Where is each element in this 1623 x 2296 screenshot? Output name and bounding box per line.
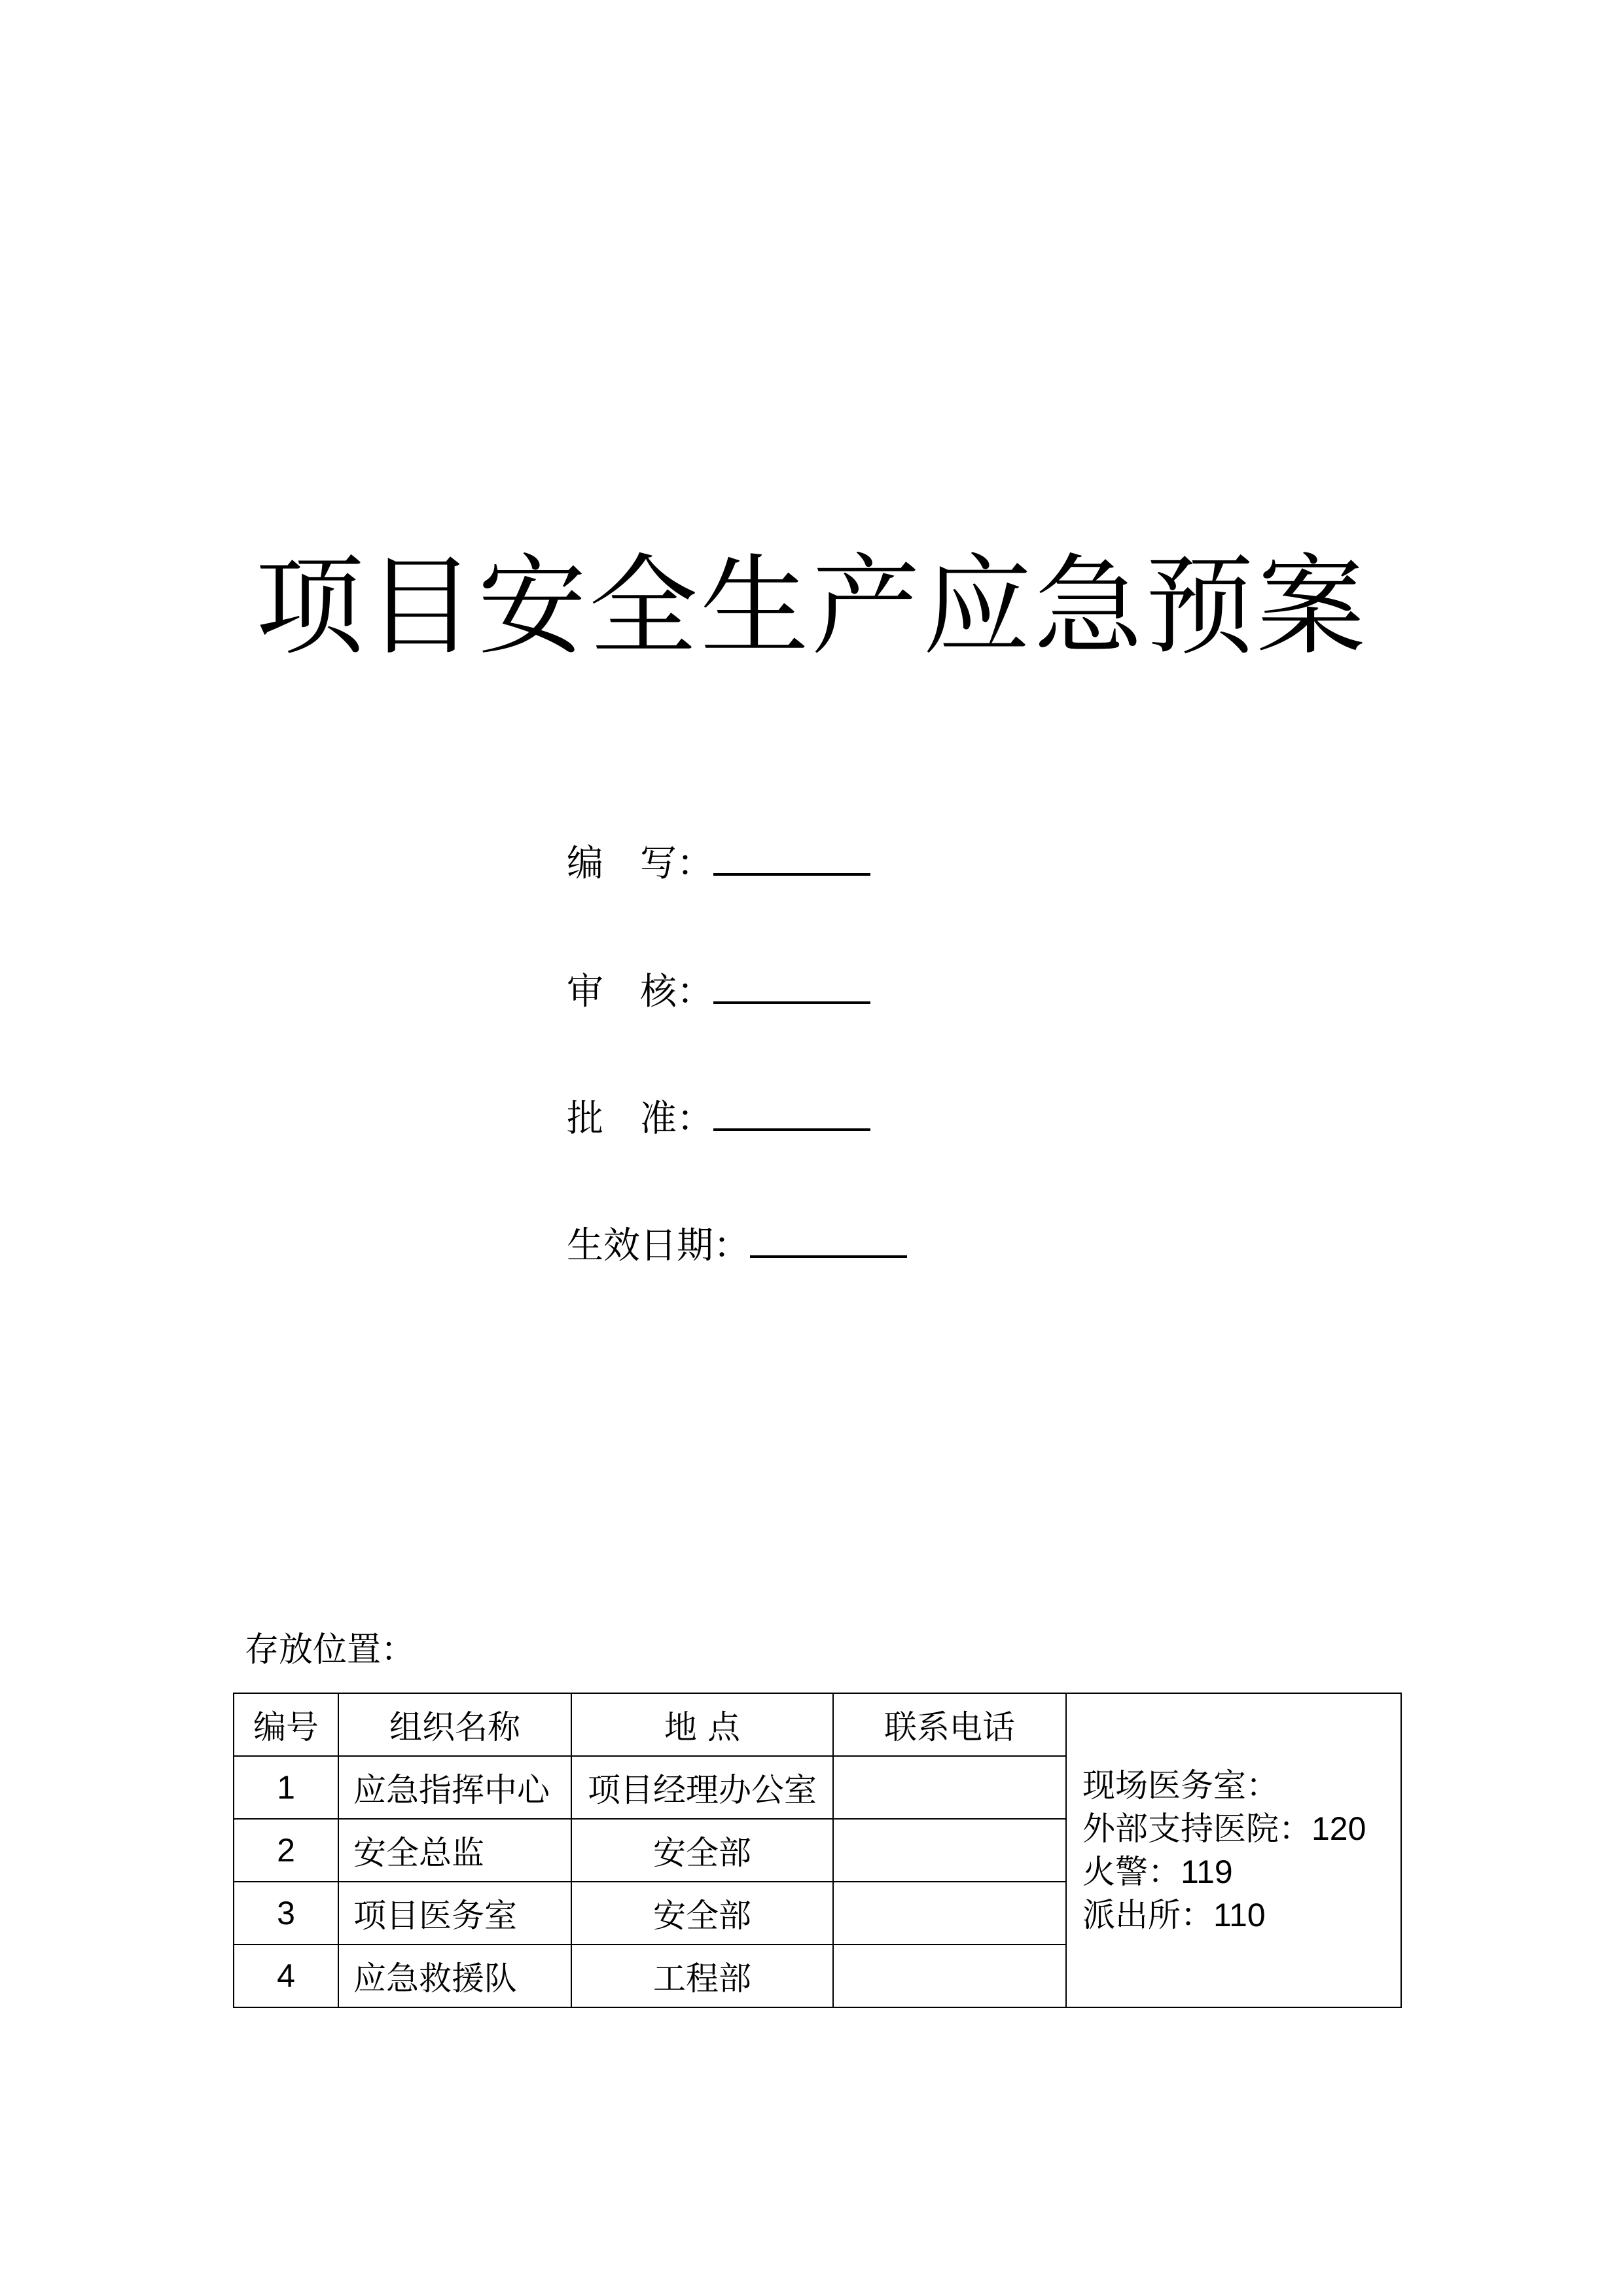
field-effective-date (567, 1219, 907, 1269)
row-number: 1 (234, 1756, 338, 1819)
field-author-blank (713, 836, 870, 876)
header-number: 编号 (234, 1693, 338, 1756)
table-header-row (234, 1693, 1401, 1756)
emergency-numbers (1067, 1764, 1400, 1937)
field-approver (567, 1092, 870, 1142)
row-phone (833, 1756, 1066, 1819)
police-label: 派出所： (1082, 1896, 1213, 1934)
fire-line (1082, 1850, 1400, 1893)
hospital-line (1082, 1807, 1400, 1850)
hospital-label: 外部支持医院： (1082, 1810, 1311, 1848)
field-approver-blank (713, 1092, 870, 1131)
fire-number: 119 (1181, 1854, 1233, 1890)
field-effective-date-label: 生效日期： (567, 1225, 750, 1267)
field-effective-date-blank (750, 1219, 907, 1258)
row-phone (833, 1945, 1066, 2007)
header-location: 地 点 (571, 1693, 833, 1756)
row-location: 安全部 (571, 1819, 833, 1882)
row-phone (833, 1819, 1066, 1882)
row-org-name: 安全总监 (338, 1819, 571, 1882)
police-number: 110 (1213, 1897, 1266, 1933)
row-org-name: 应急指挥中心 (338, 1756, 571, 1819)
field-reviewer-blank (713, 965, 870, 1004)
row-number: 4 (234, 1945, 338, 2007)
field-author (567, 836, 870, 887)
row-org-name: 应急救援队 (338, 1945, 571, 2007)
row-number: 2 (234, 1819, 338, 1882)
field-author-label: 编 写： (567, 842, 713, 885)
field-reviewer-label: 审 核： (567, 971, 713, 1013)
storage-location-label: 存放位置： (245, 1630, 416, 1670)
police-line (1082, 1893, 1400, 1937)
field-reviewer (567, 965, 870, 1015)
header-phone: 联系电话 (833, 1693, 1066, 1756)
row-location: 安全部 (571, 1882, 833, 1945)
row-location: 项目经理办公室 (571, 1756, 833, 1819)
emergency-numbers-cell (1066, 1693, 1401, 2007)
clinic-line: 现场医务室： (1082, 1767, 1279, 1804)
document-title: 项目安全生产应急预案 (255, 544, 1368, 670)
row-number: 3 (234, 1882, 338, 1945)
row-location: 工程部 (571, 1945, 833, 2007)
header-org-name: 组织名称 (338, 1693, 571, 1756)
row-org-name: 项目医务室 (338, 1882, 571, 1945)
hospital-number: 120 (1311, 1810, 1366, 1847)
field-approver-label: 批 准： (567, 1098, 713, 1140)
fire-label: 火警： (1082, 1853, 1181, 1891)
row-phone (833, 1882, 1066, 1945)
contacts-table (233, 1693, 1402, 2008)
